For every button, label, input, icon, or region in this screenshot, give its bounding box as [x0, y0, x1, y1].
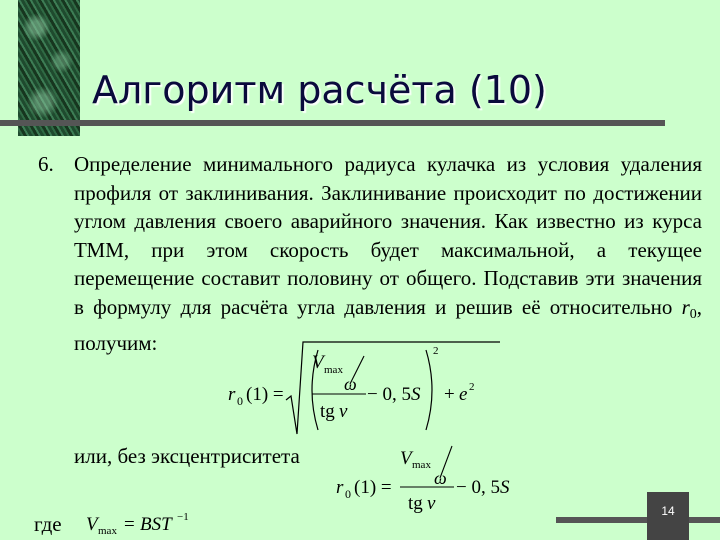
f1-right-paren [426, 350, 432, 430]
f2-omega: ω [434, 468, 447, 488]
f1-minus: − 0, 5 [367, 384, 411, 405]
f1-lhs-sub: 0 [237, 394, 243, 408]
f1-v-sub: max [324, 364, 343, 376]
slide-title: Алгоритм расчёта (10) [92, 68, 547, 112]
f2-v: V [400, 448, 412, 469]
item-text-part-2: , получим: [74, 294, 702, 355]
f2-nu: ν [427, 493, 436, 514]
item-text-variable-sub: 0 [689, 306, 697, 322]
f2-v-sub: max [412, 459, 431, 471]
alt-text: или, без эксцентриситета [74, 444, 300, 468]
f1-plus: + [444, 384, 455, 405]
formula-min-radius-no-eccentricity [330, 440, 530, 514]
f1-power: 2 [433, 345, 439, 357]
item-text-variable: r [681, 294, 690, 319]
f1-lhs-arg: (1) = [246, 384, 284, 405]
f2-minus: − 0, 5 [456, 477, 500, 498]
f2-s: S [500, 477, 510, 498]
f3-power: −1 [177, 511, 189, 523]
f1-nu: ν [339, 401, 348, 422]
footer-divider [556, 517, 720, 523]
f2-lhs-arg: (1) = [354, 477, 392, 498]
f1-e-power: 2 [469, 381, 475, 393]
f2-tg: tg [408, 493, 423, 514]
title-divider [0, 120, 665, 126]
f3-v: V [86, 514, 98, 535]
f1-v: V [312, 352, 324, 373]
f1-e: e [459, 384, 468, 405]
page-number: 14 [661, 504, 675, 518]
item-text-part-1: Определение минимального радиуса кулачка из условия удаления профиля от заклинивания. Заклинивание происходит по достижении углом давления своего аварийного значения. Как известно из курса ТММ, при этом скорость будет максимальной, а текущее перемещение составит половину от общего. Подставив эти значения в формулу для расчёта угла давления и решив её относительно [74, 152, 702, 319]
f1-tg: tg [320, 401, 335, 422]
f1-s: S [411, 384, 421, 405]
f3-v-sub: max [98, 525, 117, 537]
where-label: где [34, 512, 62, 536]
marble-texture-decoration [18, 0, 80, 136]
f2-lhs-sub: 0 [345, 487, 351, 501]
f1-lhs-var: r [228, 384, 236, 405]
f3-bst: BST [140, 514, 172, 535]
formula-min-radius [200, 338, 500, 444]
list-item-number: 6. [38, 152, 54, 176]
f2-lhs-var: r [336, 477, 344, 498]
list-item-text [74, 150, 702, 358]
f3-equals: = [124, 514, 135, 535]
formula-vmax [84, 505, 204, 539]
f1-omega: ω [344, 374, 357, 394]
